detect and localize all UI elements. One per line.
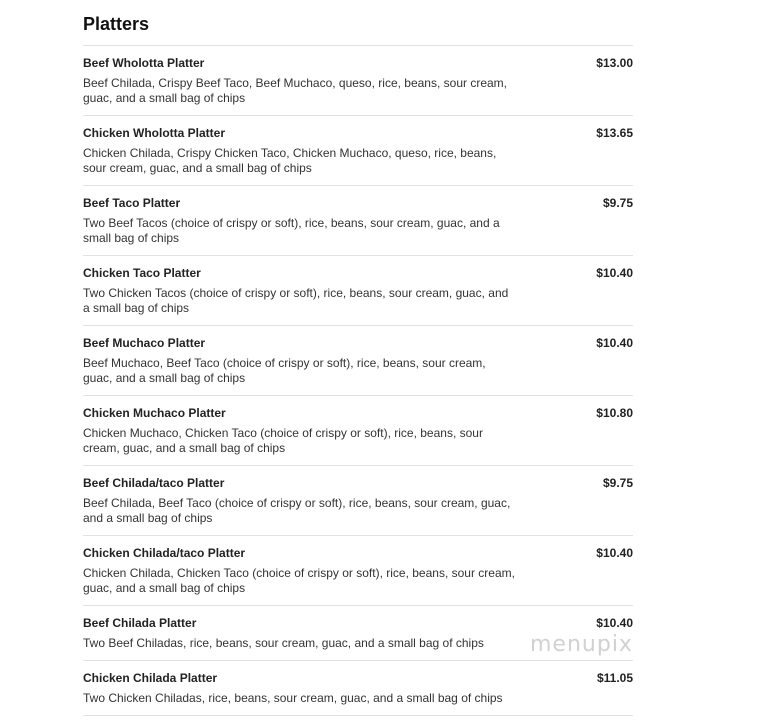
item-name: Chicken Chilada Platter <box>83 671 218 685</box>
item-price: $13.00 <box>596 56 633 70</box>
menu-item <box>83 326 633 396</box>
menu-section <box>83 12 633 716</box>
item-price: $9.75 <box>602 196 633 210</box>
item-description: Chicken Chilada, Chicken Taco (choice of crispy or soft), rice, beans, sour cream, guac, and a small bag of chips <box>83 566 515 595</box>
item-name: Chicken Chilada/taco Platter <box>83 546 246 560</box>
item-name: Chicken Wholotta Platter <box>83 126 226 140</box>
item-price: $13.65 <box>596 126 633 140</box>
item-description: Chicken Chilada, Crispy Chicken Taco, Chicken Muchaco, queso, rice, beans, sour cream, guac, and a small bag of chips <box>83 146 497 175</box>
item-description: Two Chicken Chiladas, rice, beans, sour cream, guac, and a small bag of chips <box>83 691 503 705</box>
menu-item <box>83 466 633 536</box>
item-name: Beef Taco Platter <box>83 196 181 210</box>
menu-item <box>83 116 633 186</box>
item-name: Beef Muchaco Platter <box>83 336 206 350</box>
menu-item <box>83 396 633 466</box>
item-price: $10.40 <box>596 616 633 630</box>
item-name: Beef Wholotta Platter <box>83 56 205 70</box>
item-price: $11.05 <box>596 671 633 685</box>
item-price: $10.80 <box>596 406 633 420</box>
menu-item <box>83 186 633 256</box>
item-description: Two Beef Tacos (choice of crispy or soft), rice, beans, sour cream, guac, and a small bag of chips <box>83 216 500 245</box>
item-name: Chicken Taco Platter <box>83 266 201 280</box>
item-price: $10.40 <box>596 266 633 280</box>
item-price: $9.75 <box>602 476 633 490</box>
item-description: Beef Muchaco, Beef Taco (choice of crispy or soft), rice, beans, sour cream, guac, and a small bag of chips <box>83 356 486 385</box>
menu-item <box>83 46 633 116</box>
item-description: Beef Chilada, Crispy Beef Taco, Beef Muchaco, queso, rice, beans, sour cream, guac, and a small bag of chips <box>83 76 507 105</box>
menu-item <box>83 536 633 606</box>
item-price: $10.40 <box>596 546 633 560</box>
menu-item <box>83 256 633 326</box>
item-description: Two Chicken Tacos (choice of crispy or soft), rice, beans, sour cream, guac, and a small bag of chips <box>83 286 509 315</box>
menupix-watermark: menupix <box>530 632 633 657</box>
menu-item <box>83 661 633 716</box>
item-description: Chicken Muchaco, Chicken Taco (choice of crispy or soft), rice, beans, sour cream, guac, and a small bag of chips <box>83 426 483 455</box>
item-name: Chicken Muchaco Platter <box>83 406 226 420</box>
item-name: Beef Chilada/taco Platter <box>83 476 225 490</box>
item-name: Beef Chilada Platter <box>83 616 197 630</box>
item-description: Beef Chilada, Beef Taco (choice of crispy or soft), rice, beans, sour cream, guac, and a small bag of chips <box>83 496 511 525</box>
section-title: Platters <box>83 12 633 46</box>
item-description: Two Beef Chiladas, rice, beans, sour cream, guac, and a small bag of chips <box>83 636 484 650</box>
item-price: $10.40 <box>596 336 633 350</box>
